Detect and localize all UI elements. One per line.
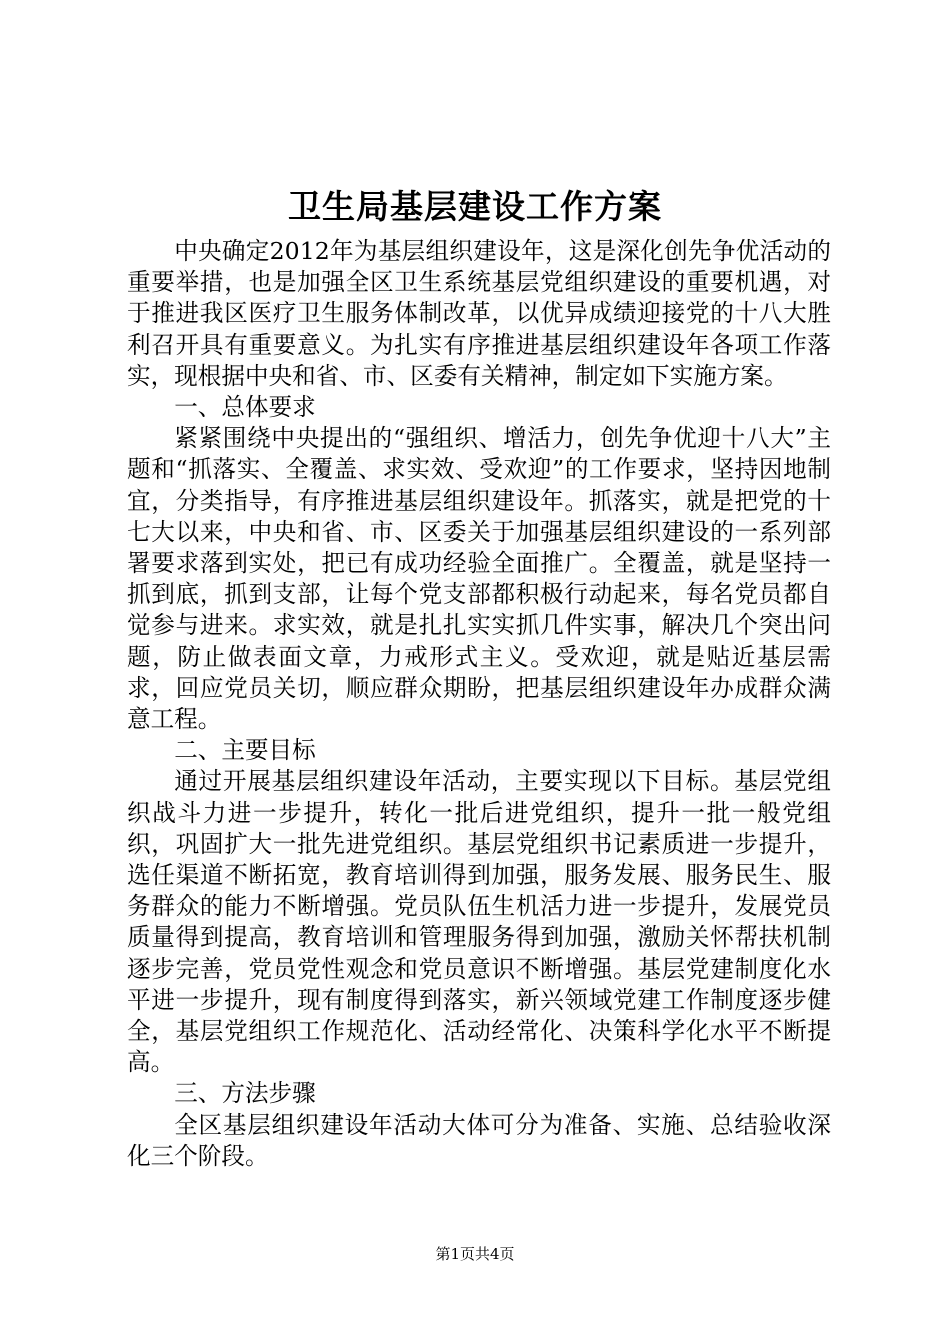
intro-paragraph: 中央确定2012年为基层组织建设年，这是深化创先争优活动的重要举措，也是加强全区卫生系统基层党组织建设的重要机遇，对于推进我区医疗卫生服务体制改革，以优异成绩迎接党的十八大胜利召开具有重要意义。为扎实有序推进基层组织建设年各项工作落实，现根据中央和省、市、区委有关精神，制定如下实施方案。 bbox=[127, 237, 831, 390]
general-requirements-paragraph: 紧紧围绕中央提出的“强组织、增活力，创先争优迎十八大”主题和“抓落实、全覆盖、求实效、受欢迎”的工作要求，坚持因地制宜，分类指导，有序推进基层组织建设年。抓落实，就是把党的十七大以来，中央和省、市、区委关于加强基层组织建设的一系列部署要求落到实处，把已有成功经验全面推广。全覆盖，就是坚持一抓到底，抓到支部，让每个党支部都积极行动起来，每名党员都自觉参与进来。求实效，就是扎扎实实抓几件实事，解决几个突出问题，防止做表面文章，力戒形式主义。受欢迎，就是贴近基层需求，回应党员关切，顺应群众期盼，把基层组织建设年办成群众满意工程。 bbox=[127, 424, 831, 734]
methods-steps-paragraph: 全区基层组织建设年活动大体可分为准备、实施、总结验收深化三个阶段。 bbox=[127, 1110, 831, 1170]
page-footer bbox=[0, 1244, 950, 1264]
section-heading-main-goals: 二、主要目标 bbox=[174, 736, 316, 765]
document-title: 卫生局基层建设工作方案 bbox=[288, 187, 662, 226]
section-heading-methods-steps: 三、方法步骤 bbox=[174, 1079, 316, 1108]
total-pages: 共4页 bbox=[475, 1245, 515, 1263]
main-goals-paragraph: 通过开展基层组织建设年活动，主要实现以下目标。基层党组织战斗力进一步提升，转化一批后进党组织，提升一批一般党组织，巩固扩大一批先进党组织。基层党组织书记素质进一步提升，选任渠道不断拓宽，教育培训得到加强，服务发展、服务民生、服务群众的能力不断增强。党员队伍生机活力进一步提升，发展党员质量得到提高，教育培训和管理服务得到加强，激励关怀帮扶机制逐步完善，党员党性观念和党员意识不断增强。基层党建制度化水平进一步提升，现有制度得到落实，新兴领域党建工作制度逐步健全，基层党组织工作规范化、活动经常化、决策科学化水平不断提高。 bbox=[127, 767, 831, 1077]
current-page-number: 第1页 bbox=[435, 1245, 475, 1263]
document-body bbox=[127, 236, 831, 1172]
section-heading-general-requirements: 一、总体要求 bbox=[174, 393, 316, 422]
